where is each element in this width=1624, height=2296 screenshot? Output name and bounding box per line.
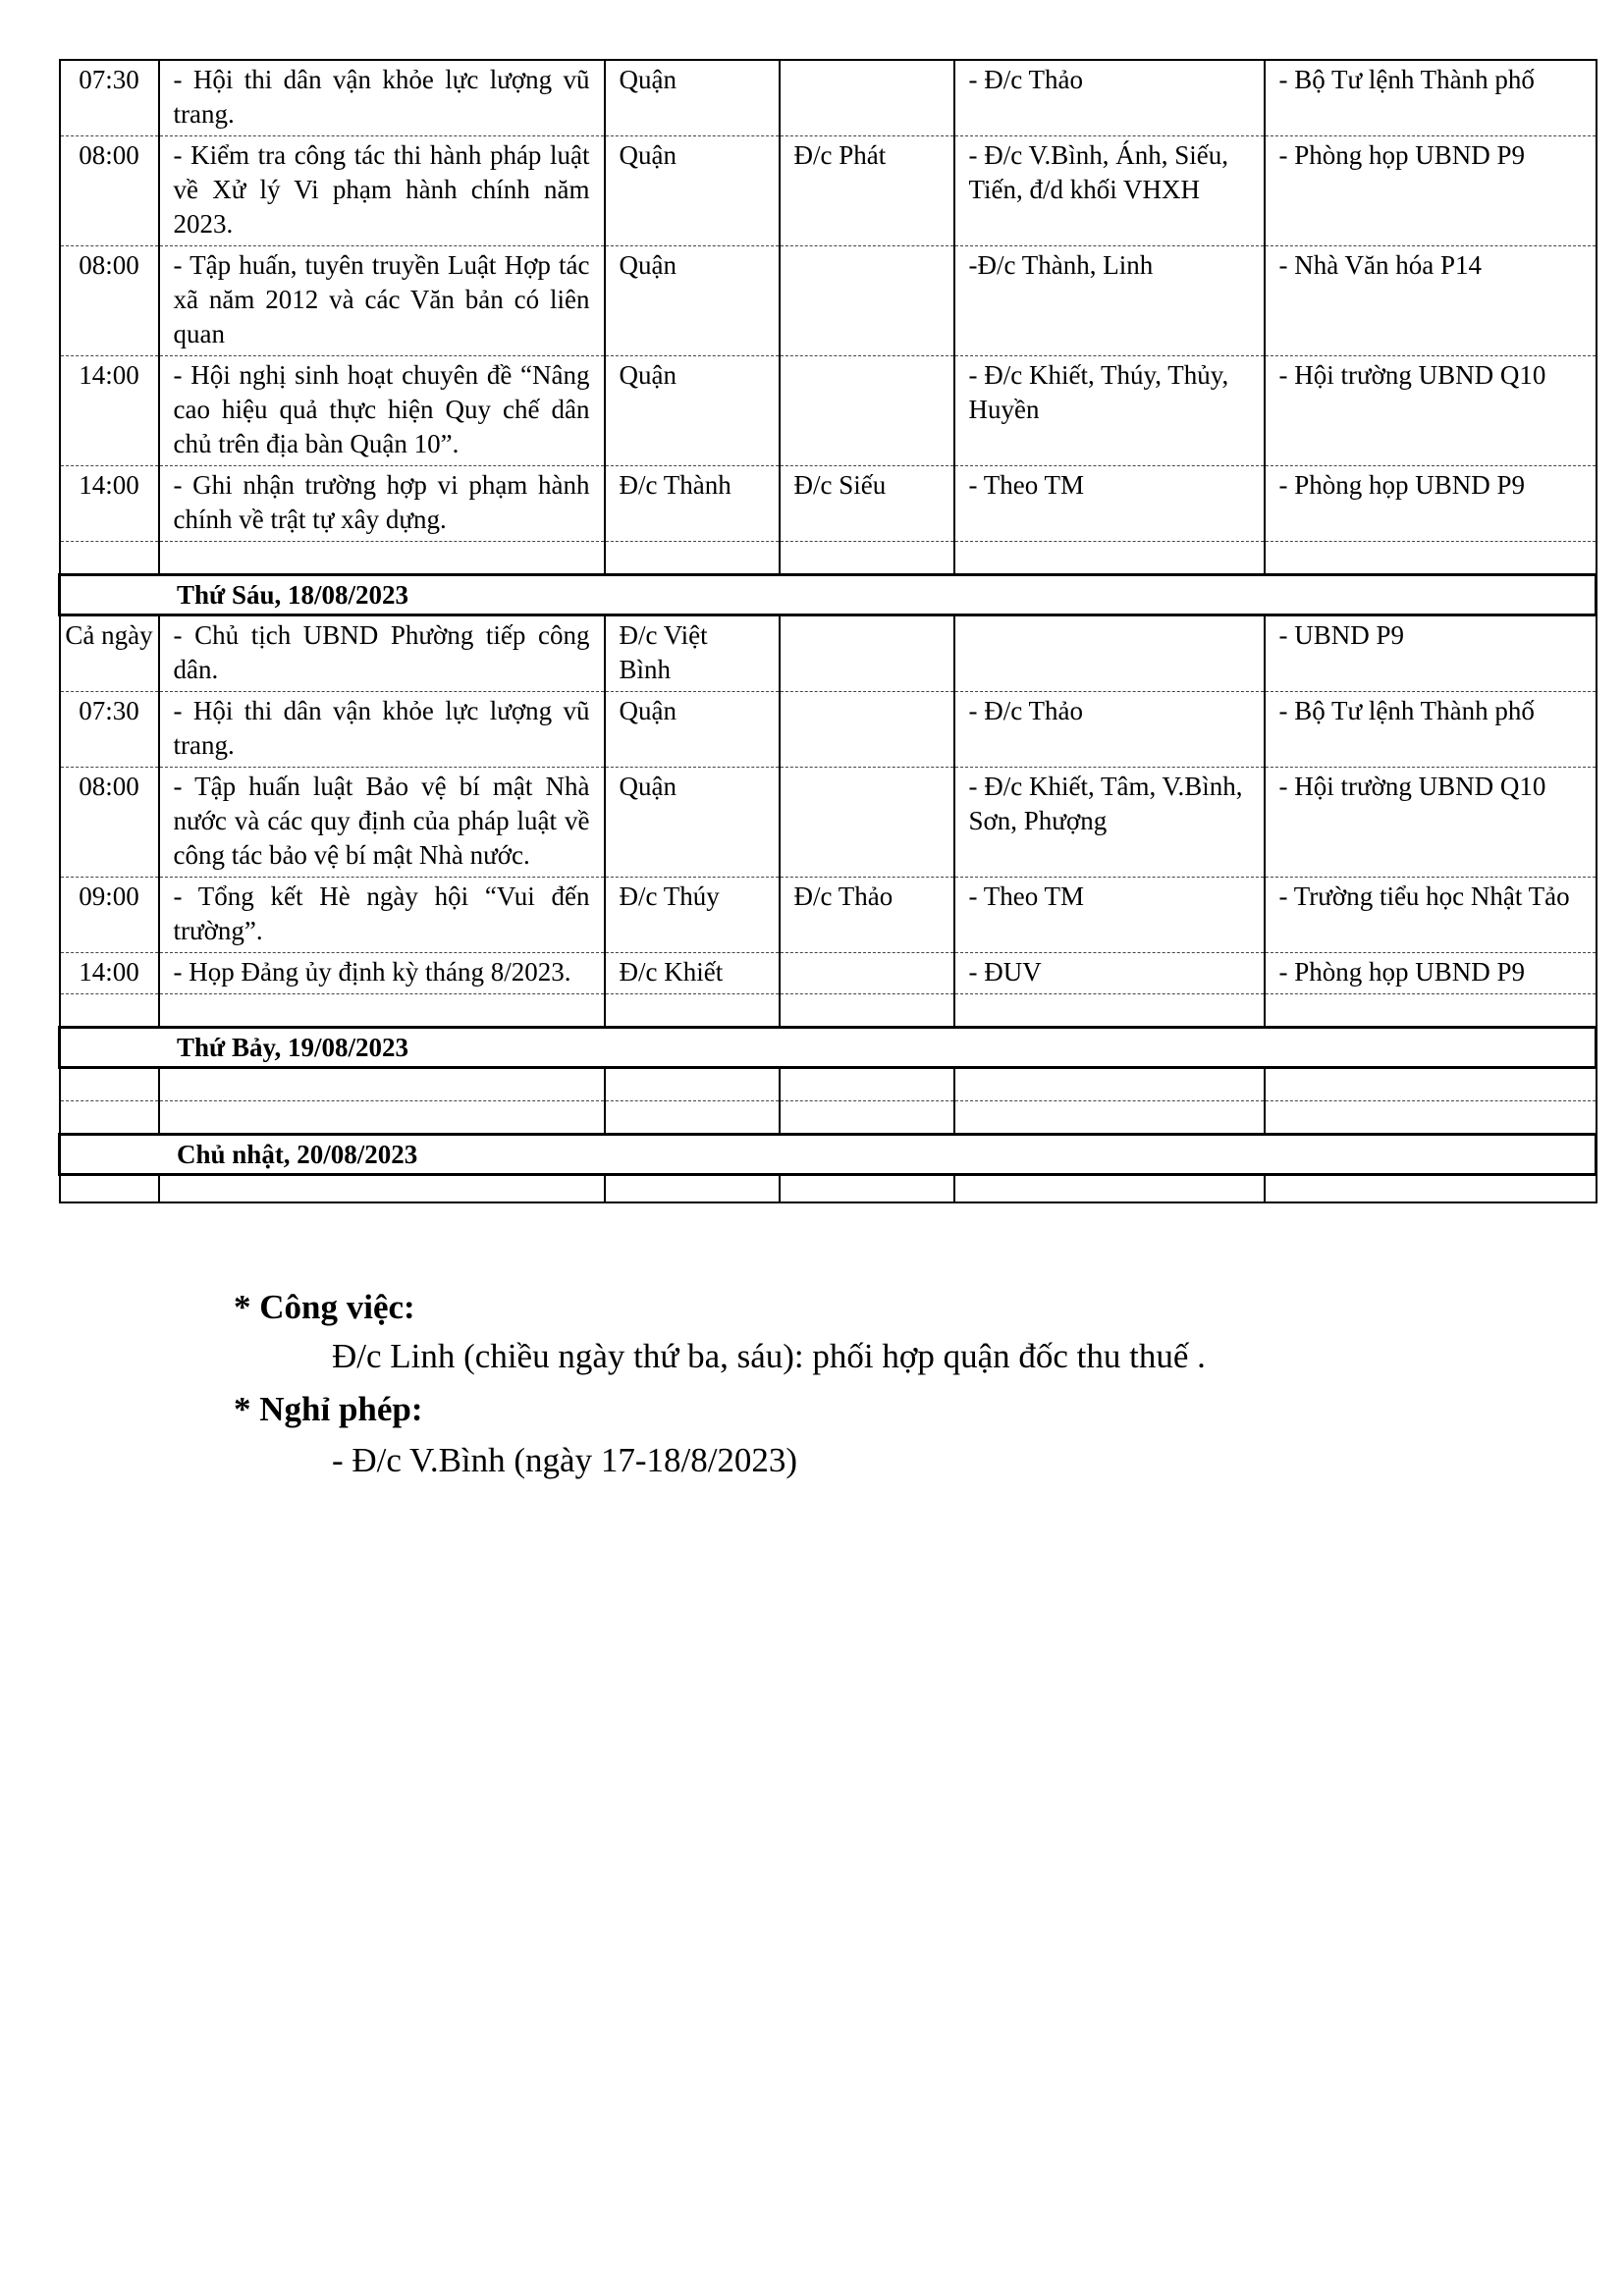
content-cell: - Tập huấn, tuyên truyền Luật Hợp tác xã năm 2012 và các Văn bản có liên quan: [159, 246, 605, 356]
location-cell: - Bộ Tư lệnh Thành phố: [1265, 60, 1597, 136]
time-cell: 08:00: [60, 136, 159, 246]
chair-cell: Quận: [605, 246, 780, 356]
location-cell: - Phòng họp UBND P9: [1265, 953, 1597, 994]
location-cell: - Bộ Tư lệnh Thành phố: [1265, 692, 1597, 768]
chair-cell: Đ/c Thành: [605, 466, 780, 542]
schedule-row: [60, 136, 1597, 246]
prepare-cell: Đ/c Siếu: [780, 466, 954, 542]
chair-cell: Đ/c Khiết: [605, 953, 780, 994]
empty-row: [60, 1175, 1597, 1203]
content-cell: - Hội nghị sinh hoạt chuyên đề “Nâng cao hiệu quả thực hiện Quy chế dân chủ trên địa bàn Quận 10”.: [159, 356, 605, 466]
chair-cell: Đ/c Thúy: [605, 878, 780, 953]
schedule-row: [60, 615, 1597, 692]
time-cell: 08:00: [60, 768, 159, 878]
continued-section: [60, 60, 1597, 575]
schedule-row: [60, 953, 1597, 994]
chair-cell: Quận: [605, 692, 780, 768]
day-header-friday: Thứ Sáu, 18/08/2023: [60, 575, 1597, 615]
day-header-row: [60, 575, 1597, 615]
saturday-section: [60, 1028, 1597, 1135]
content-cell: - Kiểm tra công tác thi hành pháp luật về Xử lý Vi phạm hành chính năm 2023.: [159, 136, 605, 246]
sunday-section: [60, 1135, 1597, 1203]
prepare-cell: [780, 692, 954, 768]
time-cell: 08:00: [60, 246, 159, 356]
content-cell: - Hội thi dân vận khỏe lực lượng vũ trang.: [159, 60, 605, 136]
time-cell: 14:00: [60, 356, 159, 466]
chair-cell: Quận: [605, 136, 780, 246]
content-cell: - Tổng kết Hè ngày hội “Vui đến trường”.: [159, 878, 605, 953]
chair-cell: Đ/c Việt Bình: [605, 615, 780, 692]
prepare-cell: [780, 356, 954, 466]
work-heading: * Công việc:: [234, 1288, 415, 1326]
schedule-row: [60, 356, 1597, 466]
time-cell: 07:30: [60, 692, 159, 768]
location-cell: - Nhà Văn hóa P14: [1265, 246, 1597, 356]
participants-cell: -Đ/c Thành, Linh: [954, 246, 1265, 356]
participants-cell: - Theo TM: [954, 466, 1265, 542]
chair-cell: Quận: [605, 60, 780, 136]
location-cell: - Phòng họp UBND P9: [1265, 466, 1597, 542]
location-cell: - Phòng họp UBND P9: [1265, 136, 1597, 246]
schedule-row: [60, 878, 1597, 953]
schedule-row: [60, 246, 1597, 356]
day-header-row: [60, 1135, 1597, 1175]
location-cell: - Trường tiểu học Nhật Tảo: [1265, 878, 1597, 953]
day-header-sunday: Chủ nhật, 20/08/2023: [60, 1135, 1597, 1175]
day-header-row: [60, 1028, 1597, 1068]
content-cell: - Ghi nhận trường hợp vi phạm hành chính về trật tự xây dựng.: [159, 466, 605, 542]
content-cell: - Tập huấn luật Bảo vệ bí mật Nhà nước và các quy định của pháp luật về công tác bảo vệ bí mật Nhà nước.: [159, 768, 605, 878]
participants-cell: - ĐUV: [954, 953, 1265, 994]
prepare-cell: [780, 768, 954, 878]
leave-text: - Đ/c V.Bình (ngày 17-18/8/2023): [332, 1441, 798, 1479]
time-cell: 14:00: [60, 953, 159, 994]
participants-cell: - Theo TM: [954, 878, 1265, 953]
empty-row: [60, 542, 1597, 575]
time-cell: Cả ngày: [60, 615, 159, 692]
empty-row: [60, 1068, 1597, 1101]
location-cell: - Hội trường UBND Q10: [1265, 356, 1597, 466]
time-cell: 09:00: [60, 878, 159, 953]
prepare-cell: Đ/c Thảo: [780, 878, 954, 953]
schedule-row: [60, 768, 1597, 878]
location-cell: - UBND P9: [1265, 615, 1597, 692]
empty-row: [60, 1101, 1597, 1135]
friday-section: [60, 575, 1597, 1028]
day-header-saturday: Thứ Bảy, 19/08/2023: [60, 1028, 1597, 1068]
prepare-cell: [780, 60, 954, 136]
prepare-cell: [780, 953, 954, 994]
location-cell: - Hội trường UBND Q10: [1265, 768, 1597, 878]
schedule-row: [60, 466, 1597, 542]
notes-section: [234, 1284, 1206, 1484]
participants-cell: [954, 615, 1265, 692]
empty-row: [60, 994, 1597, 1028]
work-text: Đ/c Linh (chiều ngày thứ ba, sáu): phối hợp quận đốc thu thuế .: [332, 1337, 1206, 1375]
schedule-row: [60, 692, 1597, 768]
participants-cell: - Đ/c Thảo: [954, 692, 1265, 768]
prepare-cell: [780, 246, 954, 356]
chair-cell: Quận: [605, 356, 780, 466]
schedule-table: [58, 59, 1597, 1203]
prepare-cell: [780, 615, 954, 692]
participants-cell: - Đ/c Khiết, Tâm, V.Bình, Sơn, Phượng: [954, 768, 1265, 878]
time-cell: 14:00: [60, 466, 159, 542]
content-cell: - Họp Đảng ủy định kỳ tháng 8/2023.: [159, 953, 605, 994]
content-cell: - Chủ tịch UBND Phường tiếp công dân.: [159, 615, 605, 692]
leave-heading: * Nghỉ phép:: [234, 1390, 423, 1428]
content-cell: - Hội thi dân vận khỏe lực lượng vũ trang.: [159, 692, 605, 768]
time-cell: 07:30: [60, 60, 159, 136]
prepare-cell: Đ/c Phát: [780, 136, 954, 246]
participants-cell: - Đ/c Khiết, Thúy, Thủy, Huyền: [954, 356, 1265, 466]
chair-cell: Quận: [605, 768, 780, 878]
participants-cell: - Đ/c V.Bình, Ánh, Siếu, Tiến, đ/d khối VHXH: [954, 136, 1265, 246]
participants-cell: - Đ/c Thảo: [954, 60, 1265, 136]
schedule-row: [60, 60, 1597, 136]
